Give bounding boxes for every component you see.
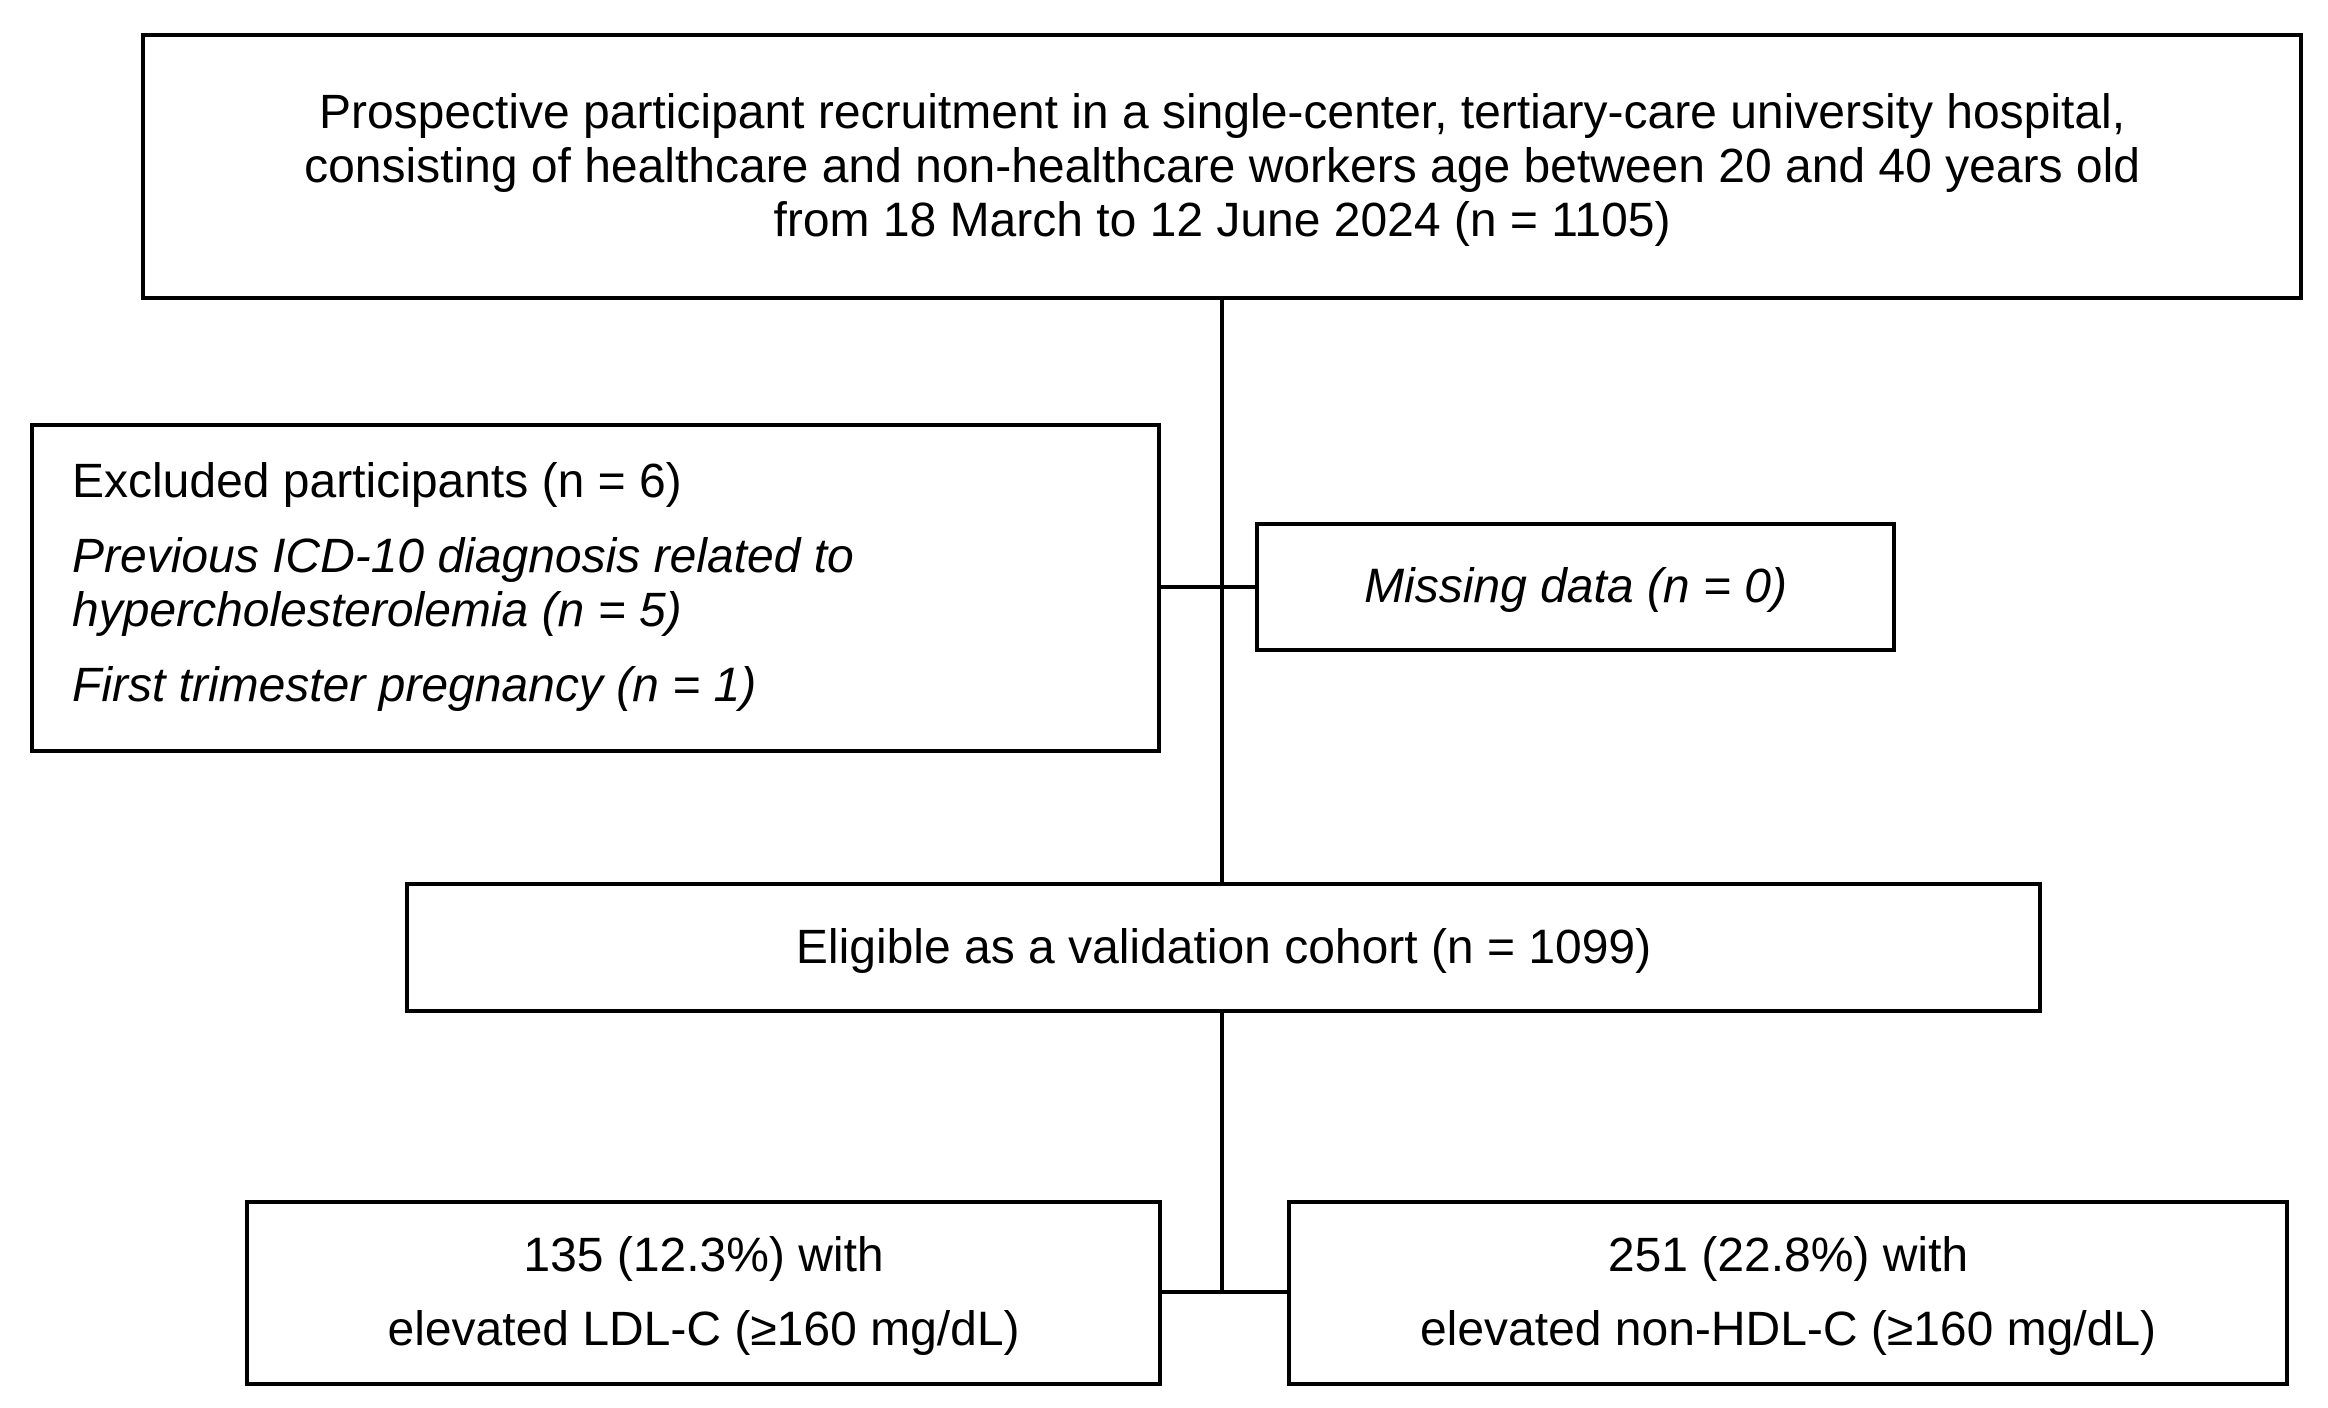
elevated-non-hdl-box xyxy=(1287,1200,2289,1386)
elevated-non-hdl-count: 251 (22.8%) with xyxy=(1607,1229,1969,1282)
connector-missing xyxy=(1222,585,1257,589)
elevated-ldl-box xyxy=(245,1200,1162,1386)
connector-excluded xyxy=(1159,585,1222,589)
recruitment-box xyxy=(141,33,2303,300)
excluded-reason-pregnancy: First trimester pregnancy (n = 1) xyxy=(72,659,757,712)
eligible-cohort-box xyxy=(405,882,2042,1013)
excluded-box xyxy=(30,423,1161,753)
excluded-reason-icd10-line-2: hypercholesterolemia (n = 5) xyxy=(72,584,682,637)
recruitment-text-line-3: from 18 March to 12 June 2024 (n = 1105) xyxy=(773,193,1671,247)
eligible-cohort-label: Eligible as a validation cohort (n = 1099) xyxy=(795,920,1652,974)
connector-outcomes-horizontal xyxy=(1160,1290,1289,1294)
excluded-reason-icd10-line-1: Previous ICD-10 diagnosis related to xyxy=(72,530,854,583)
recruitment-text-line-1: Prospective participant recruitment in a single-center, tertiary-care university hospital, xyxy=(318,85,2126,139)
connector-eligible-to-outcomes xyxy=(1220,1011,1224,1294)
elevated-ldl-count: 135 (12.3%) with xyxy=(523,1229,884,1282)
elevated-non-hdl-criterion: elevated non-HDL-C (≥160 mg/dL) xyxy=(1419,1303,2157,1356)
elevated-ldl-criterion: elevated LDL-C (≥160 mg/dL) xyxy=(387,1303,1020,1356)
connector-main-vertical xyxy=(1220,298,1224,884)
missing-data-label: Missing data (n = 0) xyxy=(1364,560,1787,613)
excluded-title: Excluded participants (n = 6) xyxy=(72,455,682,508)
missing-data-box xyxy=(1255,522,1896,652)
recruitment-text-line-2: consisting of healthcare and non-healthcare workers age between 20 and 40 years old xyxy=(304,139,2140,193)
